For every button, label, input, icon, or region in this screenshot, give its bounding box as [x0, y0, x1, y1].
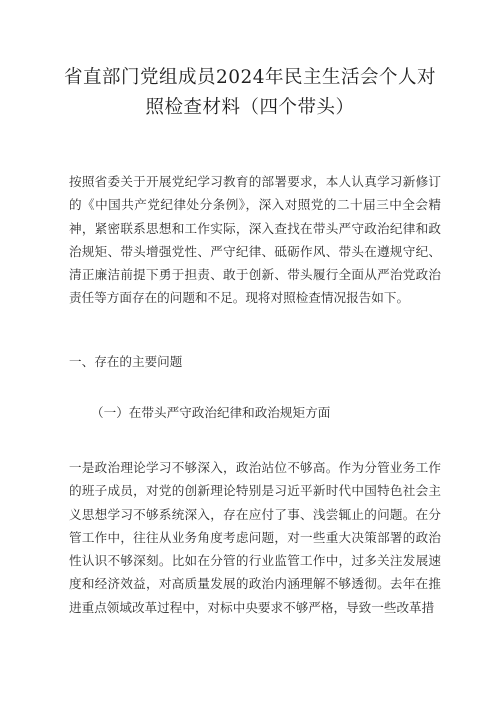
- section-heading: 一、存在的主要问题: [69, 354, 183, 369]
- subsection-heading: （一）在带头严守政治纪律和政治规矩方面: [91, 405, 331, 420]
- body-paragraph: 一是政治理论学习不够深入，政治站位不够高。作为分管业务工作的班子成员，对党的创新理论特别是习近平新时代中国特色社会主义思想学习不够系统深入，存在应付了事、浅尝辄止的问题。在分管工作中，往往从业务角度考虑问题，对一些重大决策部署的政治性认识不够深刻。比如在分管的行业监管工作中，过多关注发展速度和经济效益，对高质量发展的政治内涵理解不够透彻。去年在推进重点领域改革过程中，对标中央要求不够严格，导致一些改革措: [69, 460, 441, 615]
- document-title-line-1: 省直部门党组成员2024年民主生活会个人对: [63, 67, 437, 88]
- intro-paragraph: 按照省委关于开展党纪学习教育的部署要求，本人认真学习新修订的《中国共产党纪律处分条例》，深入对照党的二十届三中全会精神，紧密联系思想和工作实际，深入查找在带头严守政治纪律和政治规矩、带头增强党性、严守纪律、砥砺作风、带头在遵规守纪、清正廉洁前提下勇于担责、敢于创新、带头履行全面从严治党政治责任等方面存在的问题和不足。现将对照检查情况报告如下。: [69, 174, 441, 306]
- document-title-line-2: 照检查材料（四个带头）: [145, 97, 355, 118]
